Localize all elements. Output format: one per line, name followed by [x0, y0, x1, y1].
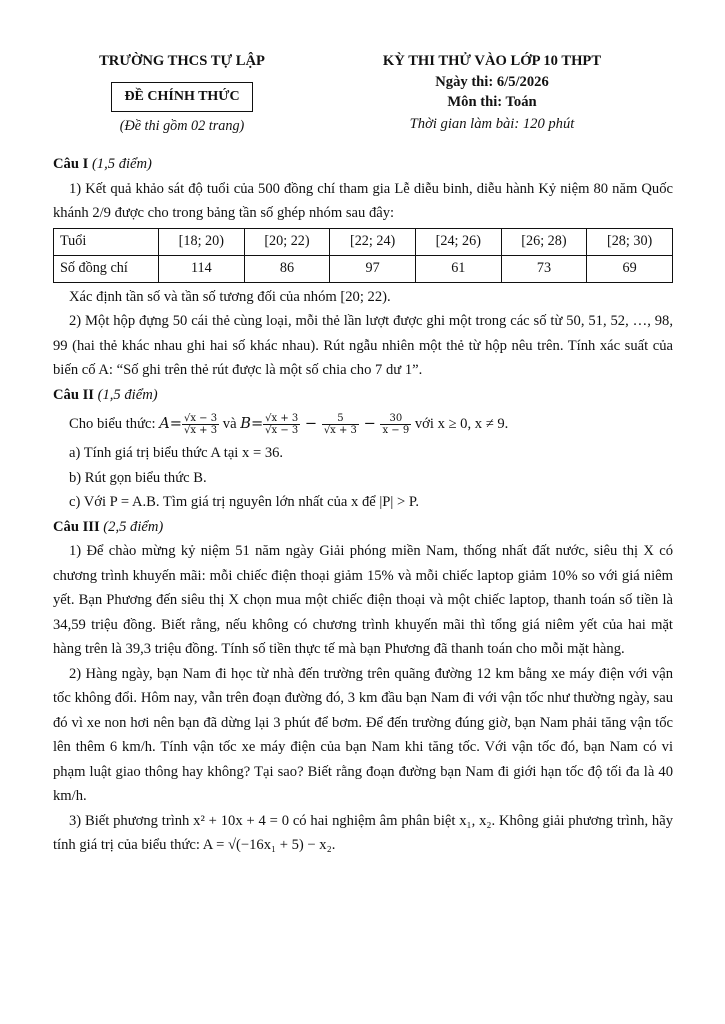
question-3-part-1: 1) Để chào mừng kỷ niệm 51 năm ngày Giải phóng miền Nam, thống nhất đất nước, siêu thị X có chương trình khuyến mãi: mỗi chiếc điện thoại giảm 15% và mỗi chiếc laptop giảm 10% so với giá niêm yết. Bạn Phương đến siêu thị X chọn mua một chiếc điện thoại và một chiếc laptop, thanh toán số tiền là 34,59 triệu đồng. Biết rằng, nếu không có chương trình khuyến mãi thì tổng giá niêm yết của hai mặt hàng trên là 39,3 triệu đồng. Tính số tiền thực tế mà bạn Phương đã thanh toán cho mỗi mặt hàng.	[53, 543, 673, 657]
frequency-table	[53, 228, 673, 283]
question-3-part-3: 3) Biết phương trình x² + 10x + 4 = 0 có hai nghiệm âm phân biệt x₁, x₂. Không giải phương trình, hãy tính giá trị của biểu thức: A = √(−16x₁ + 5) − x₂.	[53, 812, 673, 853]
exam-subject: Môn thi: Toán	[447, 94, 537, 110]
question-3-points: (2,5 điểm)	[103, 518, 164, 535]
exam-body	[53, 152, 673, 858]
question-3-title: Câu III	[53, 518, 100, 535]
table-cell: [22; 24)	[330, 228, 416, 255]
question-1-title: Câu I	[53, 156, 89, 172]
question-2-formula: Cho biểu thức: A= $\frac{√x - 3}{√x + 3}$ và B= $\frac{√x + 3}{√x - 3}$ − $\frac{5}{√x + 3}$ − $\frac{30}{x - 9}$ với x ≥ 0, x ≠ 9.	[69, 413, 509, 437]
header-right	[352, 50, 632, 134]
fraction-B2: $\frac{5}{√x + 3}$	[323, 413, 357, 437]
fraction-A: $\frac{√x - 3}{√x + 3}$	[183, 413, 218, 437]
question-2-part-a: a) Tính giá trị biểu thức A tại x = 36.	[69, 445, 284, 461]
table-cell: Số đồng chí	[54, 255, 159, 282]
table-row	[54, 255, 673, 282]
table-cell: [26; 28)	[501, 228, 587, 255]
question-2-part-b: b) Rút gọn biểu thức B.	[69, 469, 207, 486]
fraction-B1: $\frac{√x + 3}{√x - 3}$	[265, 413, 299, 437]
table-cell: [18; 20)	[159, 228, 245, 255]
formula-and: và	[222, 416, 237, 432]
official-stamp: ĐỀ CHÍNH THỨC	[111, 82, 252, 112]
table-cell: [24; 26)	[415, 228, 501, 255]
question-1-points: (1,5 điểm)	[91, 156, 152, 172]
question-2-title: Câu II	[53, 386, 94, 403]
table-cell: [20; 22)	[244, 228, 330, 255]
formula-lead: Cho biểu thức:	[69, 416, 156, 432]
question-3-part-2: 2) Hàng ngày, bạn Nam đi học từ nhà đến trường trên quãng đường 12 km bằng xe máy điện với vận tốc không đổi. Hôm nay, vẫn trên đoạn đường đó, 3 km đầu bạn Nam đi với vận tốc như thường ngày, sau đó vì xe non hơi nên bạn đã dừng lại 3 phút để bơm. Để đến trường đúng giờ, bạn Nam phải tăng vận tốc lên thêm 6 km/h. Tính vận tốc xe máy điện của bạn Nam khi tăng tốc. Với vận tốc đó, bạn Nam có vi phạm luật giao thông hay không? Tại sao? Biết rằng đoạn đường bạn Nam đi giới hạn tốc độ tối đa là 40 km/h.	[53, 665, 673, 804]
question-1-part-1-ask: Xác định tần số và tần số tương đối của nhóm [20; 22).	[69, 288, 391, 305]
exam-date: Ngày thi: 6/5/2026	[435, 74, 549, 90]
question-2-part-c: c) Với P = A.B. Tìm giá trị nguyên lớn nhất của x để |P| > P.	[69, 494, 419, 510]
table-cell: 61	[415, 255, 501, 282]
question-3-heading	[53, 515, 673, 540]
question-1-part-1: 1) Kết quả khảo sát độ tuổi của 500 đồng chí tham gia Lễ diễu binh, diễu hành Kỷ niệm 80 năm Quốc khánh 2/9 được cho trong bảng tần số ghép nhóm sau đây:	[53, 180, 673, 221]
fraction-B3: $\frac{30}{x - 9}$	[382, 413, 410, 437]
question-2-heading	[53, 383, 673, 408]
table-cell: 69	[587, 255, 673, 282]
question-1-heading	[53, 152, 673, 177]
formula-condition: với x ≥ 0, x ≠ 9.	[414, 416, 509, 432]
table-cell: 97	[330, 255, 416, 282]
school-name: TRƯỜNG THCS TỰ LẬP	[99, 53, 265, 69]
header-left	[72, 50, 292, 136]
pages-note: (Đề thi gồm 02 trang)	[119, 118, 245, 134]
table-cell: Tuổi	[54, 228, 159, 255]
table-cell: 73	[501, 255, 587, 282]
question-2-points: (1,5 điểm)	[97, 386, 158, 403]
exam-title: KỲ THI THỬ VÀO LỚP 10 THPT	[382, 53, 602, 69]
table-cell: 114	[159, 255, 245, 282]
exam-duration: Thời gian làm bài: 120 phút	[409, 116, 575, 132]
table-cell: [28; 30)	[587, 228, 673, 255]
table-cell: 86	[244, 255, 330, 282]
question-1-part-2: 2) Một hộp đựng 50 cái thẻ cùng loại, mỗi thẻ lần lượt được ghi một trong các số từ 50, 51, 52, …, 98, 99 (hai thẻ khác nhau ghi hai số khác nhau). Rút ngẫu nhiên một thẻ từ hộp nêu trên. Tính xác suất của biến cố A: “Số ghi trên thẻ rút được là một số chia cho 7 dư 1”.	[53, 313, 673, 378]
table-row	[54, 228, 673, 255]
